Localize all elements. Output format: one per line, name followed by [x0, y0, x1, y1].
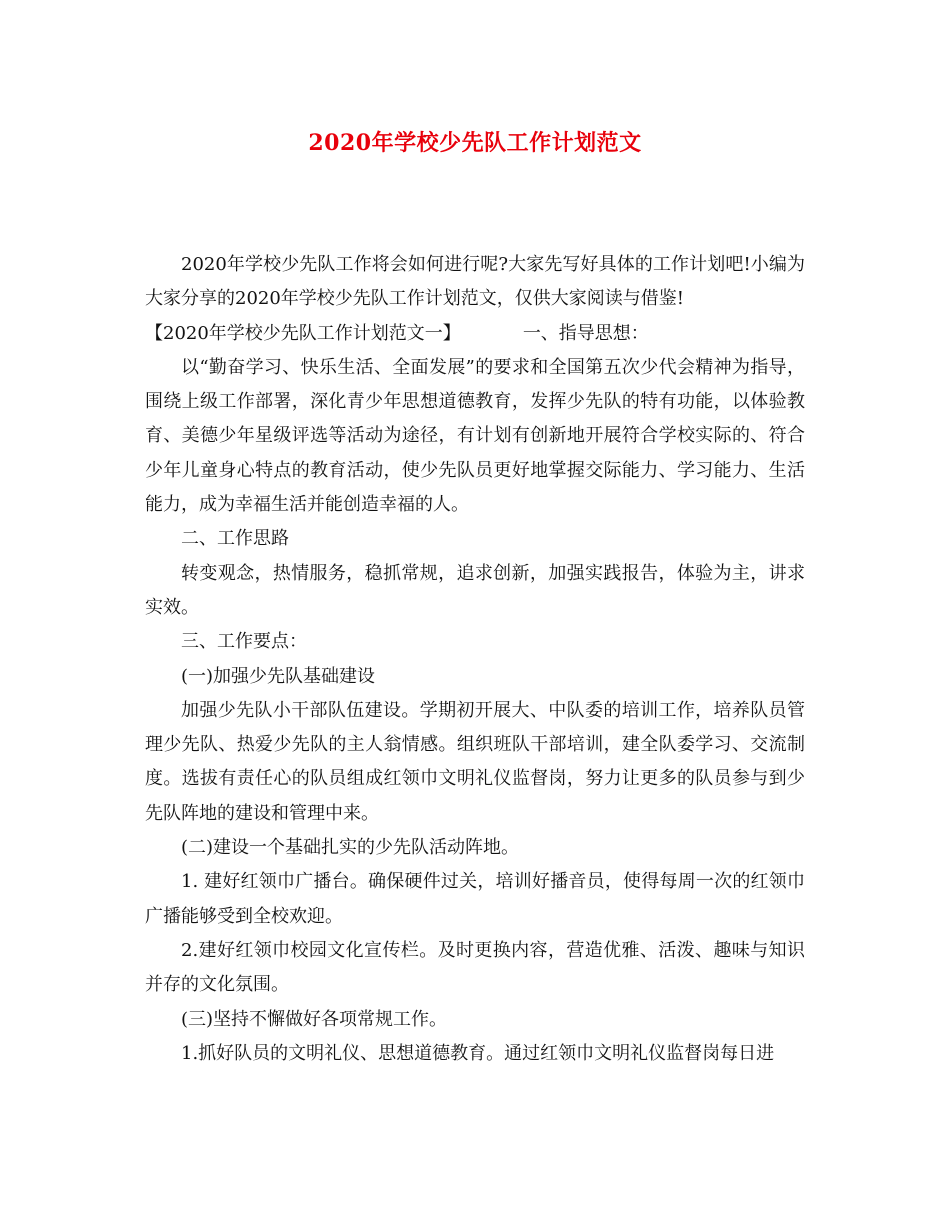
bulletin-paragraph: 2.建好红领巾校园文化宣传栏。及时更换内容，营造优雅、活泼、趣味与知识并存的文化氛围。	[145, 939, 805, 996]
subheading-1: (一)加强少先队基础建设	[181, 665, 376, 687]
etiquette-paragraph: 1.抓好队员的文明礼仪、思想道德教育。通过红领巾文明礼仪监督岗每日进	[181, 1042, 775, 1064]
section-header-left: 【2020年学校少先队工作计划范文一】	[145, 322, 461, 344]
document-body	[145, 248, 805, 1071]
subheading-2: (二)建设一个基础扎实的少先队活动阵地。	[181, 837, 520, 859]
cadre-building-paragraph: 加强少先队小干部队伍建设。学期初开展大、中队委的培训工作，培养队员管理少先队、热爱少先队的主人翁情感。组织班队干部培训，建全队委学习、交流制度。选拔有责任心的队员组成红领巾文明礼仪监督岗，努力让更多的队员参与到少先队阵地的建设和管理中来。	[145, 699, 805, 824]
subheading-3: (三)坚持不懈做好各项常规工作。	[181, 1008, 448, 1030]
broadcast-paragraph: 1. 建好红领巾广播台。确保硬件过关，培训好播音员，使得每周一次的红领巾广播能够受到全校欢迎。	[145, 871, 805, 927]
section-header-line	[145, 317, 805, 351]
section-header-right: 一、指导思想：	[522, 322, 649, 344]
work-idea-paragraph: 转变观念，热情服务，稳抓常规，追求创新，加强实践报告，体验为主，讲求实效。	[145, 562, 805, 618]
work-idea-heading: 二、工作思路	[181, 528, 289, 550]
work-points-heading: 三、工作要点：	[181, 631, 307, 653]
intro-paragraph: 2020年学校少先队工作将会如何进行呢?大家先写好具体的工作计划吧!小编为大家分享的2020年学校少先队工作计划范文，仅供大家阅读与借鉴!	[145, 254, 805, 310]
document-title: 2020年学校少先队工作计划范文	[308, 130, 642, 156]
guiding-ideology-paragraph: 以“勤奋学习、快乐生活、全面发展”的要求和全国第五次少代会精神为指导，围绕上级工作部署，深化青少年思想道德教育，发挥少先队的特有功能，以体验教育、美德少年星级评选等活动为途径，有计划有创新地开展符合学校实际的、符合少年儿童身心特点的教育活动，使少先队员更好地掌握交际能力、学习能力、生活能力，成为幸福生活并能创造幸福的人。	[145, 356, 805, 516]
